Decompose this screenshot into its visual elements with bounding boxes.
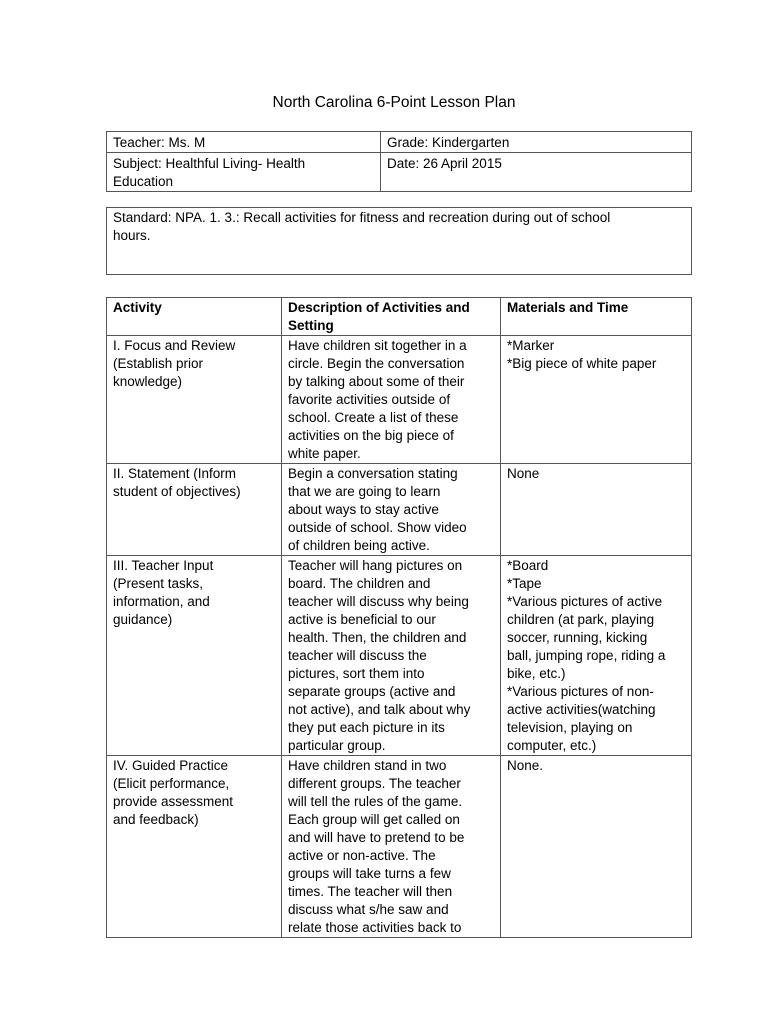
cell-line: soccer, running, kicking: [507, 630, 648, 645]
cell-line: activities on the big piece of: [288, 428, 454, 443]
description-cell: [282, 464, 501, 556]
cell-line: active is beneficial to our: [288, 612, 436, 627]
cell-line: Have children sit together in a: [288, 338, 467, 353]
cell-line: particular group.: [288, 738, 386, 753]
cell-line: will tell the rules of the game.: [288, 794, 463, 809]
cell-line: outside of school. Show video: [288, 520, 467, 535]
cell-line: I. Focus and Review: [113, 338, 236, 353]
activity-cell: [107, 756, 282, 938]
cell-line: different groups. The teacher: [288, 776, 461, 791]
cell-line: None.: [507, 758, 544, 773]
cell-line: favorite activities outside of: [288, 392, 451, 407]
description-header-line: Description of Activities and: [288, 300, 470, 315]
description-header: [282, 298, 501, 336]
cell-line: information, and: [113, 594, 210, 609]
cell-line: not active), and talk about why: [288, 702, 471, 717]
cell-line: (Present tasks,: [113, 576, 204, 591]
cell-line: they put each picture in its: [288, 720, 445, 735]
info-row: [107, 132, 692, 153]
cell-line: *Big piece of white paper: [507, 356, 657, 371]
header-row: [107, 298, 692, 336]
cell-line: times. The teacher will then: [288, 884, 453, 899]
cell-line: white paper.: [288, 446, 361, 461]
cell-line: teacher will discuss why being: [288, 594, 469, 609]
description-cell: [282, 756, 501, 938]
grade-cell: Grade: Kindergarten: [381, 132, 692, 153]
cell-line: (Elicit performance,: [113, 776, 230, 791]
cell-line: (Establish prior: [113, 356, 204, 371]
description-header-line: Setting: [288, 318, 334, 333]
standard-box: [106, 207, 692, 275]
activity-table: [106, 297, 692, 938]
table-row: [107, 756, 692, 938]
cell-line: school. Create a list of these: [288, 410, 459, 425]
cell-line: television, playing on: [507, 720, 633, 735]
cell-line: II. Statement (Inform: [113, 466, 237, 481]
materials-header: Materials and Time: [501, 298, 692, 336]
cell-line: that we are going to learn: [288, 484, 441, 499]
cell-line: board. The children and: [288, 576, 431, 591]
table-row: [107, 336, 692, 464]
table-row: [107, 464, 692, 556]
cell-line: computer, etc.): [507, 738, 597, 753]
document-title: North Carolina 6-Point Lesson Plan: [272, 94, 516, 111]
cell-line: circle. Begin the conversation: [288, 356, 465, 371]
cell-line: relate those activities back to: [288, 920, 462, 935]
cell-line: bike, etc.): [507, 666, 566, 681]
cell-line: separate groups (active and: [288, 684, 456, 699]
cell-line: ball, jumping rope, riding a: [507, 648, 666, 663]
cell-line: guidance): [113, 612, 173, 627]
cell-line: and feedback): [113, 812, 199, 827]
cell-line: III. Teacher Input: [113, 558, 214, 573]
standard-line: hours.: [113, 228, 151, 243]
description-cell: [282, 336, 501, 464]
cell-line: Begin a conversation stating: [288, 466, 458, 481]
cell-line: None: [507, 466, 540, 481]
activity-cell: [107, 556, 282, 756]
info-row: [107, 153, 692, 192]
cell-line: discuss what s/he saw and: [288, 902, 449, 917]
cell-line: Have children stand in two: [288, 758, 447, 773]
cell-line: active or non-active. The: [288, 848, 436, 863]
cell-line: Each group will get called on: [288, 812, 460, 827]
materials-cell: [501, 556, 692, 756]
cell-line: active activities(watching: [507, 702, 656, 717]
cell-line: student of objectives): [113, 484, 241, 499]
activity-cell: [107, 336, 282, 464]
date-cell: Date: 26 April 2015: [381, 153, 692, 192]
cell-line: *Various pictures of non-: [507, 684, 654, 699]
cell-line: *Tape: [507, 576, 542, 591]
cell-line: of children being active.: [288, 538, 430, 553]
cell-line: pictures, sort them into: [288, 666, 425, 681]
cell-line: by talking about some of their: [288, 374, 465, 389]
cell-line: IV. Guided Practice: [113, 758, 229, 773]
activity-header: Activity: [107, 298, 282, 336]
info-table: [106, 131, 692, 192]
description-cell: [282, 556, 501, 756]
subject-cell: [107, 153, 381, 192]
cell-line: provide assessment: [113, 794, 234, 809]
cell-line: groups will take turns a few: [288, 866, 451, 881]
materials-cell: [501, 336, 692, 464]
cell-line: knowledge): [113, 374, 183, 389]
cell-line: teacher will discuss the: [288, 648, 427, 663]
teacher-cell: Teacher: Ms. M: [107, 132, 381, 153]
materials-cell: [501, 756, 692, 938]
cell-line: *Board: [507, 558, 549, 573]
materials-cell: [501, 464, 692, 556]
cell-line: Teacher will hang pictures on: [288, 558, 463, 573]
subject-line: Education: [113, 174, 174, 189]
subject-line: Subject: Healthful Living- Health: [113, 156, 306, 171]
cell-line: children (at park, playing: [507, 612, 655, 627]
cell-line: *Various pictures of active: [507, 594, 663, 609]
cell-line: and will have to pretend to be: [288, 830, 465, 845]
standard-line: Standard: NPA. 1. 3.: Recall activities for fitness and recreation during out of school: [113, 210, 611, 225]
table-row: [107, 556, 692, 756]
cell-line: about ways to stay active: [288, 502, 439, 517]
cell-line: health. Then, the children and: [288, 630, 467, 645]
activity-cell: [107, 464, 282, 556]
cell-line: *Marker: [507, 338, 555, 353]
